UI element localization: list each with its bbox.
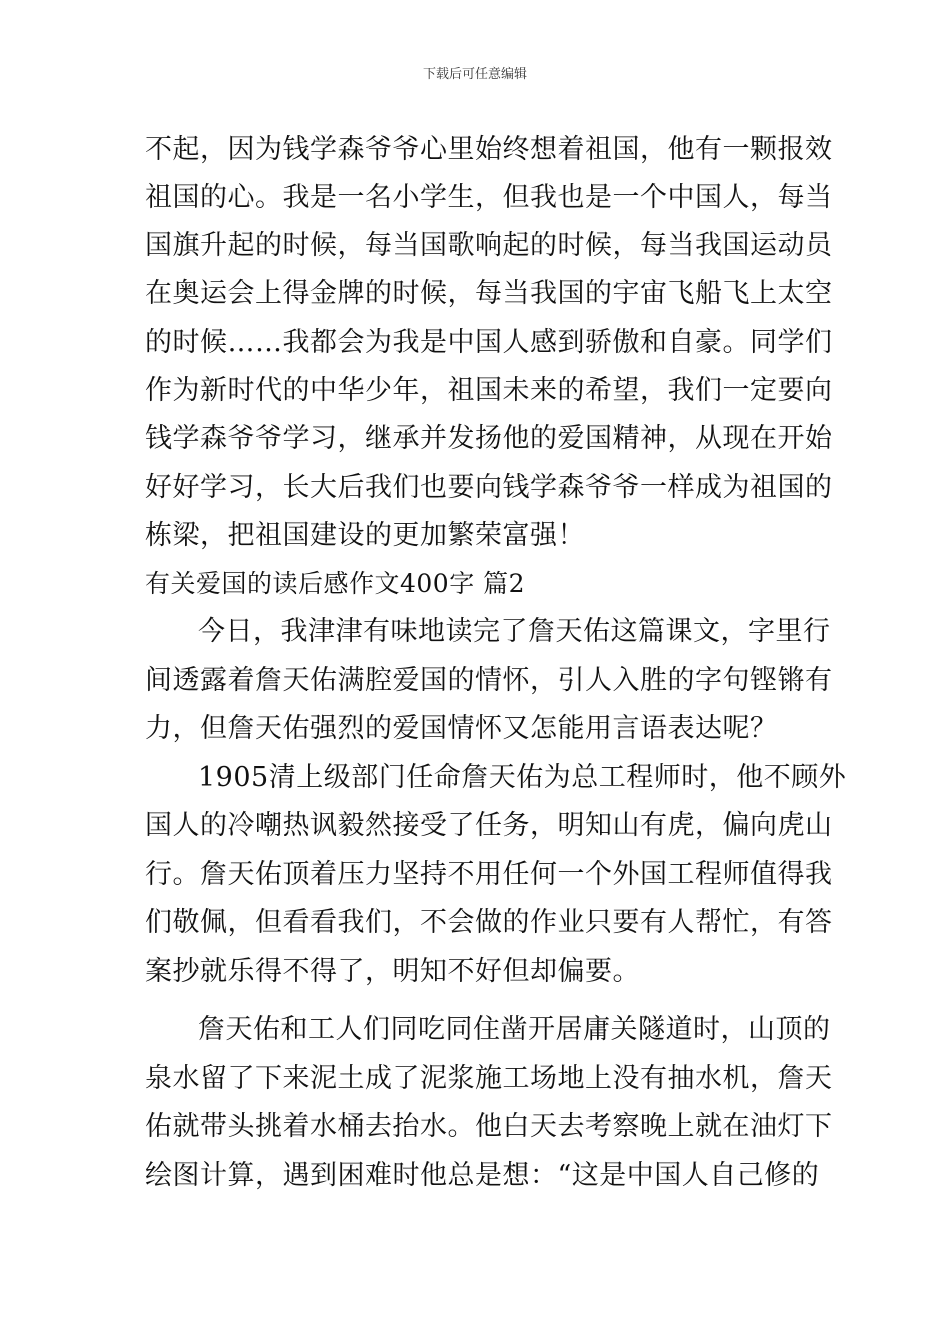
- body-line: 力，但詹天佑强烈的爱国情怀又怎能用言语表达呢？: [145, 713, 778, 744]
- paragraph-first-line: 1905清上级部门任命詹天佑为总工程师时，他不顾外: [198, 762, 847, 793]
- body-line: 好好学习，长大后我们也要向钱学森爷爷一样成为祖国的: [145, 472, 833, 503]
- body-line: 钱学森爷爷学习，继承并发扬他的爱国精神，从现在开始: [145, 423, 833, 454]
- body-line: 栋梁，把祖国建设的更加繁荣富强！: [145, 520, 585, 551]
- body-line: 们敬佩，但看看我们，不会做的作业只要有人帮忙，有答: [145, 907, 833, 938]
- body-line: 国人的冷嘲热讽毅然接受了任务，明知山有虎，偏向虎山: [145, 810, 833, 841]
- paragraph-first-line: 今日，我津津有味地读完了詹天佑这篇课文，字里行: [198, 616, 831, 647]
- body-line: 国旗升起的时候，每当国歌响起的时候，每当我国运动员: [145, 230, 833, 261]
- body-line: 泉水留了下来泥土成了泥浆施工场地上没有抽水机，詹天: [145, 1063, 833, 1094]
- body-line: 的时候……我都会为我是中国人感到骄傲和自豪。同学们: [145, 327, 833, 358]
- body-line: 作为新时代的中华少年，祖国未来的希望，我们一定要向: [145, 375, 833, 406]
- paragraph-first-line: 詹天佑和工人们同吃同住凿开居庸关隧道时，山顶的: [198, 1014, 831, 1045]
- body-line: 在奥运会上得金牌的时候，每当我国的宇宙飞船飞上太空: [145, 278, 833, 309]
- body-line: 不起，因为钱学森爷爷心里始终想着祖国，他有一颗报效: [145, 134, 833, 165]
- body-line: 案抄就乐得不得了，明知不好但却偏要。: [145, 956, 640, 987]
- body-line: 间透露着詹天佑满腔爱国的情怀，引人入胜的字句铿锵有: [145, 665, 833, 696]
- body-line: 佑就带头挑着水桶去抬水。他白天去考察晚上就在油灯下: [145, 1111, 833, 1142]
- body-line: 行。詹天佑顶着压力坚持不用任何一个外国工程师值得我: [145, 859, 833, 890]
- body-line: 祖国的心。我是一名小学生，但我也是一个中国人，每当: [145, 182, 833, 213]
- body-line: 绘图计算，遇到困难时他总是想：“这是中国人自己修的: [145, 1160, 820, 1191]
- section-heading: 有关爱国的读后感作文400字 篇2: [145, 569, 526, 598]
- page-header: 下载后可任意编辑: [422, 67, 527, 82]
